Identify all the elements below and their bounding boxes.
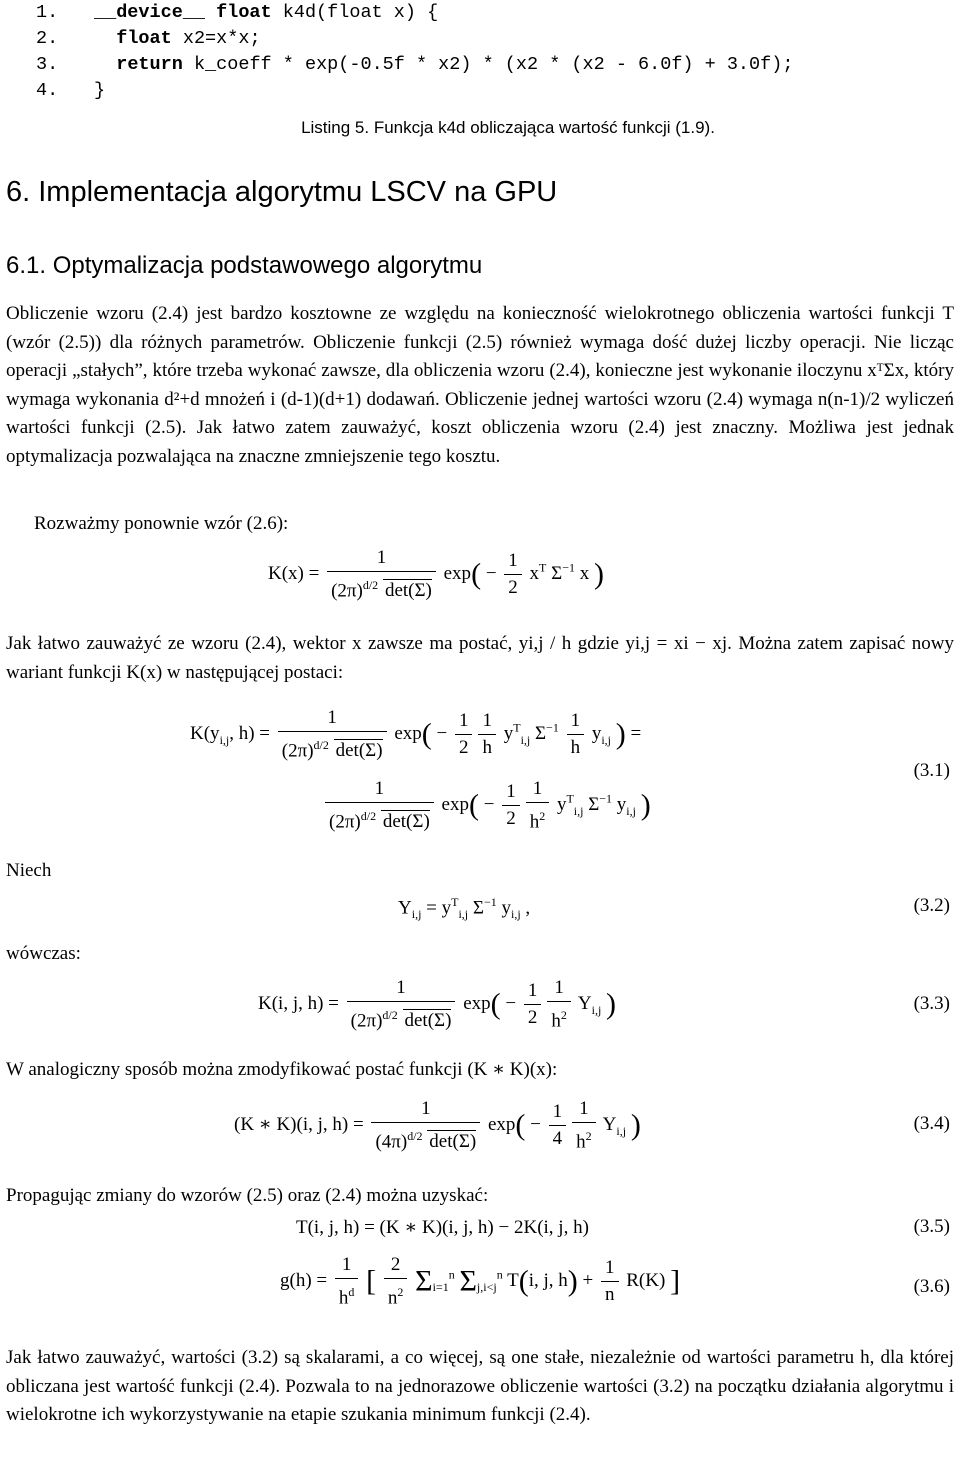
equation-number: (3.2) <box>913 895 950 916</box>
equation-number: (3.6) <box>913 1276 950 1297</box>
label-wowczas: wówczas: <box>6 943 81 964</box>
paragraph-1: Obliczenie wzoru (2.4) jest bardzo kosztowne ze względu na konieczność wielokrotnego obliczenia wartości funkcji T (wzór (2.5)) dla różnych parametrów. Obliczenie funkcji (2.5) również wymaga dość dużej liczby operacji. Nie licząc operacji „stałych”, które trzeba wykonać zawsze, dla obliczenia wzoru (2.4), konieczne jest wykonanie iloczynu xᵀΣx, który wymaga wykonania d²+d mnożeń i (d-1)(d+1) dodawań. Obliczenie jednej wartości wzoru (2.4) wymaga n(n-1)/2 wyliczeń wartości funkcji (2.5). Jak łatwo zatem zauważyć, koszt obliczenia wzoru (2.4) jest znaczny. Możliwa jest jednak optymalizacja pozwalająca na znaczne zmniejszenie tego kosztu. <box>6 303 954 467</box>
formula-3-5: T(i, j, h) = (K ∗ K)(i, j, h) − 2K(i, j, h) <box>296 1217 589 1238</box>
formula-3-1-line-2: $\frac{1}{(2\pi)^{d/2} \det(\Sigma)}$ exp( − $\frac{1}{2}$ $\frac{1}{h^2}$ $y^T_{i,j}$ $\Sigma^{-1}$ $y_{i,j}$ ) <box>322 776 651 835</box>
listing-caption: Listing 5. Funkcja k4d obliczająca wartość funkcji (1.9). <box>301 118 715 137</box>
formula-3-2: $Y_{i,j} = y^T_{i,j}$ $\Sigma^{-1}$ $y_{i,j}$ , <box>398 895 531 922</box>
formula-3-4: (K ∗ K)(i, j, h) = $\frac{1}{(4\pi)^{d/2} \det(\Sigma)}$ exp( − $\frac{1}{4}$ $\frac{1}{h^2}$ $Y_{i,j}$ ) <box>234 1096 641 1155</box>
paragraph-5: Propagując zmiany do wzorów (2.5) oraz (2.4) można uzyskać: <box>6 1185 489 1206</box>
equation-number: (3.5) <box>913 1216 950 1237</box>
paragraph-2: Rozważmy ponownie wzór (2.6): <box>34 513 289 534</box>
paragraph-6: Jak łatwo zauważyć, wartości (3.2) są skalarami, a co więcej, są one stałe, niezależnie od wartości parametru h, dla której obliczana jest wartość funkcji (2.4). Pozwala to na jednorazowe obliczenie wartości (3.2) na początku działania algorytmu i wielokrotne ich wykorzystywanie na etapie szukania minimum funkcji (2.4). <box>6 1347 954 1425</box>
section-title: 6. Implementacja algorytmu LSCV na GPU <box>6 176 558 208</box>
equation-number: (3.4) <box>913 1113 950 1134</box>
paragraph-4: W analogiczny sposób można zmodyfikować postać funkcji (K ∗ K)(x): <box>6 1059 558 1080</box>
formula-3-3: K(i, j, h) = $\frac{1}{(2\pi)^{d/2} \det(\Sigma)}$ exp( − $\frac{1}{2}$ $\frac{1}{h^2}$ $Y_{i,j}$ ) <box>258 975 616 1034</box>
formula-kernel: K(x) = $\frac{1}{(2\pi)^{d/2} \det(\Sigma)}$ exp( − $\frac{1}{2}$ $x^T$ $\Sigma^{-1}$ x ) <box>268 545 604 604</box>
equation-number: (3.1) <box>913 760 950 781</box>
formula-3-6: g(h) = $\frac{1}{h^d}$ [ $\frac{2}{n^2}$ $\Sigma_{i=1}^n$ $\Sigma_{j,i<j}^n$ T(i, j, h) + $\frac{1}{n}$ R(K) ] <box>280 1252 680 1311</box>
formula-3-1-line-1: $K(y_{i,j}$, h) = $\frac{1}{(2\pi)^{d/2} \det(\Sigma)}$ exp( − $\frac{1}{2}$ $\frac{1}{h}$ $y^T_{i,j}$ $\Sigma^{-1}$ $\frac{1}{h}$ $y_{i,j}$ ) = <box>190 705 641 764</box>
paragraph-3: Jak łatwo zauważyć ze wzoru (2.4), wektor x zawsze ma postać, yi,j / h gdzie yi,j = xi − xj. Można zatem zapisać nowy wariant funkcji K(x) w następującej postaci: <box>6 633 954 683</box>
label-niech: Niech <box>6 860 52 881</box>
subsection-title: 6.1. Optymalizacja podstawowego algorytmu <box>6 252 483 279</box>
equation-number: (3.3) <box>913 993 950 1014</box>
